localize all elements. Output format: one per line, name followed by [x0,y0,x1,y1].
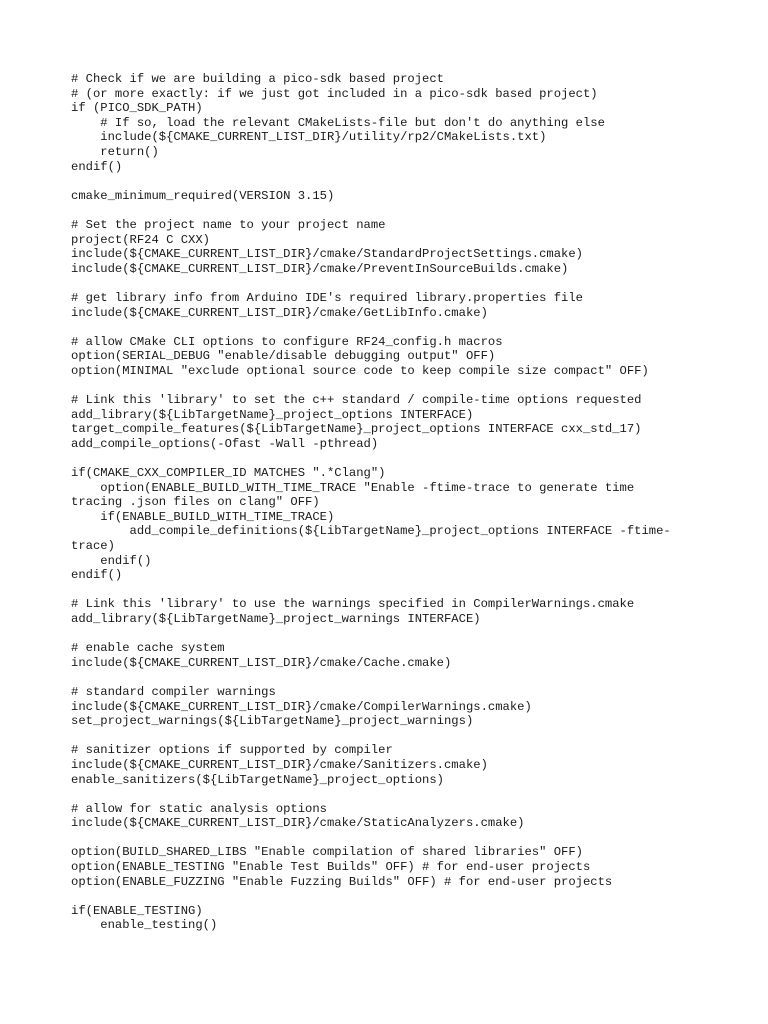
code-line: # Check if we are building a pico-sdk based project [71,72,444,86]
code-line: target_compile_features(${LibTargetName}_project_options INTERFACE cxx_std_17) [71,422,642,437]
code-line: # sanitizer options if supported by compiler [71,743,393,758]
code-line: option(SERIAL_DEBUG "enable/disable debugging output" OFF) [71,349,496,364]
code-line: # enable cache system [71,641,225,656]
code-line: include(${CMAKE_CURRENT_LIST_DIR}/cmake/StandardProjectSettings.cmake) [71,247,583,262]
code-line: option(ENABLE_TESTING "Enable Test Builds" OFF) # for end-user projects [71,860,591,875]
code-line [71,203,711,218]
code-line: cmake_minimum_required(VERSION 3.15) [71,188,335,203]
code-line [71,378,711,393]
code-line [71,583,711,598]
code-line [71,320,711,335]
code-line: # get library info from Arduino IDE's required library.properties file [71,290,583,305]
code-line: endif() [71,553,152,568]
code-line: option(ENABLE_BUILD_WITH_TIME_TRACE "Enable -ftime-trace to generate time [71,480,635,495]
code-line: include(${CMAKE_CURRENT_LIST_DIR}/cmake/CompilerWarnings.cmake) [71,699,532,714]
code-line: add_library(${LibTargetName}_project_warnings INTERFACE) [71,611,481,626]
code-line: include(${CMAKE_CURRENT_LIST_DIR}/utility/rp2/CMakeLists.txt) [71,130,547,145]
code-line: include(${CMAKE_CURRENT_LIST_DIR}/cmake/PreventInSourceBuilds.cmake) [71,261,569,276]
code-line: add_library(${LibTargetName}_project_options INTERFACE) [71,407,474,422]
code-line: # If so, load the relevant CMakeLists-file but don't do anything else [71,115,605,130]
code-line: endif() [71,568,123,583]
code-line: include(${CMAKE_CURRENT_LIST_DIR}/cmake/GetLibInfo.cmake) [71,305,488,320]
code-line [71,670,711,685]
code-line [71,174,711,189]
code-line: project(RF24 C CXX) [71,232,210,247]
code-line [71,787,711,802]
code-line: trace) [71,539,115,553]
code-line: set_project_warnings(${LibTargetName}_project_warnings) [71,714,474,729]
code-line: # Set the project name to your project name [71,217,386,232]
code-line: add_compile_definitions(${LibTargetName}_project_options INTERFACE -ftime- [71,524,671,539]
code-line: # Link this 'library' to use the warnings specified in CompilerWarnings.cmake [71,597,635,612]
code-line: add_compile_options(-Ofast -Wall -pthread) [71,436,379,451]
code-line: # allow for static analysis options [71,801,327,816]
code-line: option(ENABLE_FUZZING "Enable Fuzzing Builds" OFF) # for end-user projects [71,874,613,889]
code-line: option(BUILD_SHARED_LIBS "Enable compilation of shared libraries" OFF) [71,845,583,860]
code-document [71,72,711,933]
code-line [71,889,711,904]
code-line: tracing .json files on clang" OFF) [71,495,320,510]
code-line: include(${CMAKE_CURRENT_LIST_DIR}/cmake/Sanitizers.cmake) [71,757,488,772]
code-line [71,276,711,291]
code-line: # (or more exactly: if we just got included in a pico-sdk based project) [71,86,598,101]
code-line: option(MINIMAL "exclude optional source code to keep compile size compact" OFF) [71,363,649,378]
code-line [71,451,711,466]
code-line [71,729,711,744]
code-line: if(CMAKE_CXX_COMPILER_ID MATCHES ".*Clang") [71,466,386,481]
code-line: if (PICO_SDK_PATH) [71,101,203,116]
code-line: include(${CMAKE_CURRENT_LIST_DIR}/cmake/StaticAnalyzers.cmake) [71,816,525,831]
code-line: if(ENABLE_BUILD_WITH_TIME_TRACE) [71,509,335,524]
code-line: enable_sanitizers(${LibTargetName}_project_options) [71,772,444,787]
code-line: if(ENABLE_TESTING) [71,903,203,918]
code-line [71,831,711,846]
code-line: return() [71,144,159,159]
code-line: # standard compiler warnings [71,684,276,699]
code-line: include(${CMAKE_CURRENT_LIST_DIR}/cmake/Cache.cmake) [71,655,452,670]
code-line [71,627,711,642]
code-line: endif() [71,159,123,174]
code-line: enable_testing() [71,918,218,933]
code-line: # allow CMake CLI options to configure RF24_config.h macros [71,334,503,349]
code-line: # Link this 'library' to set the c++ standard / compile-time options requested [71,393,642,408]
